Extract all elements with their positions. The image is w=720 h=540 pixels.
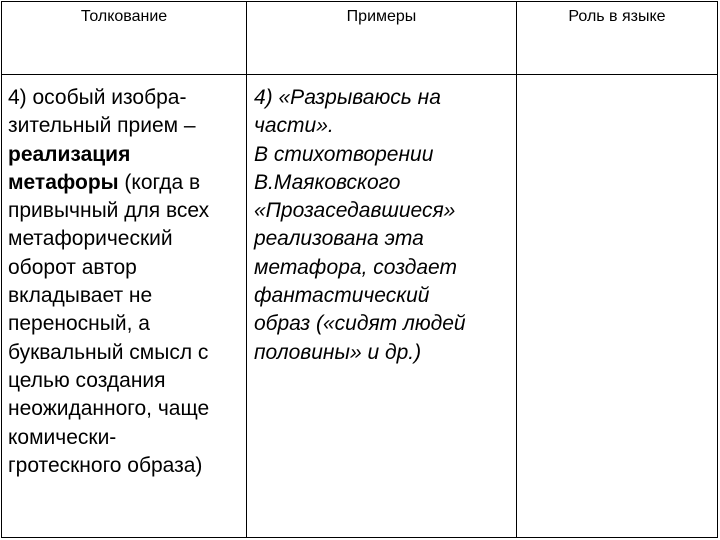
interpretation-line: целью создания (8, 368, 166, 392)
example-line: половины» и др.) (254, 340, 422, 364)
interpretation-line: неожиданного, чаще (8, 397, 210, 421)
interpretation-cell (8, 84, 209, 480)
interpretation-line: 4) особый изобра- (8, 86, 187, 109)
interpretation-line: метафоры (когда в (8, 170, 201, 194)
definitions-table (1, 1, 718, 538)
interpretation-line: буквальный смысл с (8, 340, 209, 364)
examples-cell (254, 84, 466, 367)
interpretation-line: метафорический (8, 227, 173, 251)
header-role: Роль в языке (568, 8, 666, 25)
example-line: образ («сидят людей (254, 312, 466, 336)
interpretation-line: зительный прием – (8, 114, 196, 138)
column-divider-1 (246, 2, 247, 537)
interpretation-line: комически- (8, 425, 117, 449)
header-divider (2, 74, 717, 75)
example-line: фантастический (254, 284, 430, 308)
example-line: В.Маяковского (254, 170, 401, 194)
example-line: метафора, создает (254, 255, 457, 279)
example-line: В стихотворении (254, 142, 434, 166)
interpretation-line: переносный, а (8, 312, 150, 336)
interpretation-line: гротескного образа) (8, 453, 203, 477)
column-divider-2 (516, 2, 517, 537)
header-examples: Примеры (346, 8, 417, 25)
example-line: части». (254, 114, 334, 138)
interpretation-line: реализация (8, 142, 131, 166)
example-line: «Прозаседавшиеся» (254, 199, 456, 223)
header-interpretation: Толкование (80, 8, 168, 25)
interpretation-line: привычный для всех (8, 199, 210, 223)
example-line: 4) «Разрываюсь на (254, 86, 441, 109)
example-line: реализована эта (254, 227, 424, 251)
interpretation-line: оборот автор (8, 255, 137, 279)
interpretation-line: вкладывает не (8, 284, 153, 308)
